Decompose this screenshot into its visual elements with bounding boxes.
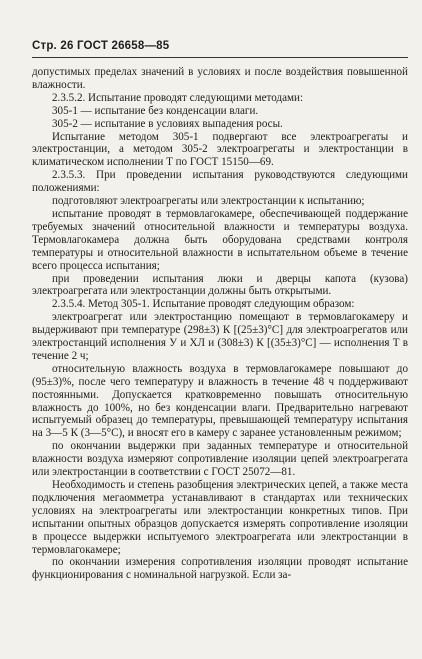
paragraph: по окончании измерения сопротивления изоляции проводят испытание функционирования с номинальной нагрузкой. Если за- bbox=[32, 556, 408, 582]
paragraph: 305-2 — испытание в условиях выпадения росы. bbox=[52, 117, 283, 130]
paragraph: Необходимость и степень разобщения электрических цепей, а также места подключения мегаомметра устанавливают в стандартах или технических условиях на электроагрегаты или электростанции конкретных типов. При испытании опытных образцов допускается измерять сопротивление изоляции в процессе выдержки испытуемого электроагрегата или электростанции в термовлагокамере; bbox=[32, 479, 408, 556]
header-rule bbox=[32, 57, 408, 58]
page-header: Стр. 26 ГОСТ 26658—85 bbox=[32, 40, 170, 52]
paragraph: допустимых пределах значений в условиях и после воздействия повышенной влажности. bbox=[32, 66, 408, 91]
paragraph: по окончании выдержки при заданных температуре и относительной влажности воздуха измеряют сопротивление изоляции цепей электроагрегата или электростанции в соответствии с ГОСТ 25072—81. bbox=[32, 440, 408, 479]
document-body bbox=[32, 66, 408, 582]
paragraph: 305-1 — испытание без конденсации влаги. bbox=[52, 104, 259, 117]
paragraph: 2.3.5.2. Испытание проводят следующими методами: bbox=[52, 91, 304, 104]
paragraph: подготовляют электроагрегаты или электростанции к испытанию; bbox=[52, 195, 365, 208]
paragraph: электроагрегат или электростанцию помещают в термовлагокамеру и выдерживают при температуре (298±3) К [(25±3)°С] для электроагрегатов или электростанций исполнения У и ХЛ и (308±3) К [(35±3)°С] — исполнения Т в течение 2 ч; bbox=[32, 311, 408, 362]
paragraph: 2.3.5.3. При проведении испытания руководствуются следующими положениями: bbox=[32, 169, 408, 195]
paragraph: Испытание методом 305-1 подвергают все электроагрегаты и электростанции, а методом 305-2 электроагрегаты и электростанции в климатическом исполнении Т по ГОСТ 15150—69. bbox=[32, 130, 408, 169]
paragraph: 2.3.5.4. Метод 305-1. Испытание проводят следующим образом: bbox=[52, 298, 355, 311]
paragraph: испытание проводят в термовлагокамере, обеспечивающей поддержание требуемых значений относительной влажности и температуры воздуха. Термовлагокамера должна быть оборудована средствами контроля температуры и относительной влажности в испытательном объеме в течение всего процесса испытания; bbox=[32, 207, 408, 272]
paragraph: при проведении испытания люки и дверцы капота (кузова) электроагрегата или электростанции должны быть открытыми. bbox=[32, 272, 408, 298]
paragraph: относительную влажность воздуха в термовлагокамере повышают до (95±3)%, после чего температуру и влажность в течение 48 ч поддерживают постоянными. Допускается кратковременно повышать относительную влажность до 100%, но без конденсации влаги. Предварительно нагревают испытуемый образец до температуры, превышающей температуру испытания на 3—5 К (3—5°С), и вносят его в камеру с заранее установленным режимом; bbox=[32, 362, 408, 440]
